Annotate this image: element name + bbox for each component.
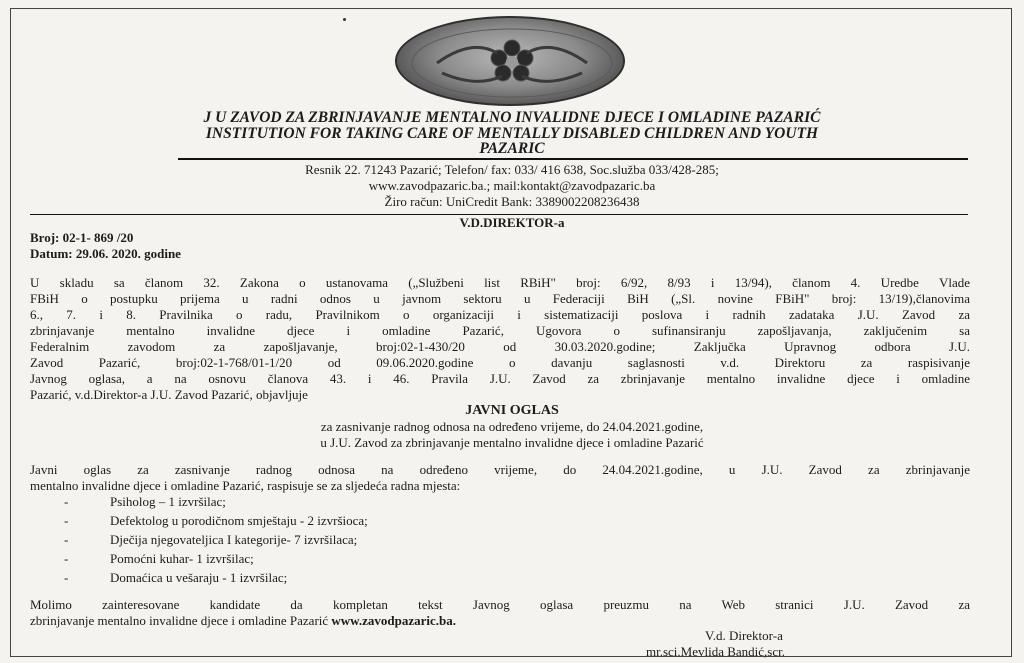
print-speck	[343, 18, 346, 21]
closing-text: zbrinjavanje mentalno invalidne djece i omladine Pazarić	[30, 613, 332, 628]
web-mail-line: www.zavodpazaric.ba.; mail:kontakt@zavodpazaric.ba	[368, 178, 656, 193]
paragraph-line: Javnog oglasa, a na osnovu članova 43. i 46. Pravila J.U. Zavod za zbrinjavanje mentalno invalidne djece i omladine	[30, 371, 970, 386]
signature-name: mr.sci.Mevlida Bandić,scr.	[646, 644, 786, 659]
paragraph-line	[30, 613, 970, 629]
paragraph-line: 6., 7. i 8. Pravilnika o radu, Pravilnikom o organizaciji i sistematizaciji poslova i radnih zadataka J.U. Zavod za	[30, 307, 970, 322]
institution-logo	[395, 16, 625, 106]
paragraph-line: zbrinjavanje mentalno invalidne djece i omladine Pazarić, Ugovora o sufinansiranju zapošljavanja, zaključenim sa	[30, 323, 970, 338]
document-number: Broj: 02-1- 869 /20	[30, 230, 134, 245]
document-date: Datum: 29.06. 2020. godine	[30, 246, 181, 261]
list-bullet: -	[64, 551, 69, 566]
list-bullet: -	[64, 570, 69, 585]
list-item: Pomoćni kuhar- 1 izvršilac;	[110, 551, 254, 566]
list-bullet: -	[64, 532, 69, 547]
legal-basis-paragraph	[30, 275, 970, 403]
paragraph-line: Molimo zainteresovane kandidate da kompletan tekst Javnog oglasa preuzmu na Web stranici J.U. Zavod za	[30, 597, 970, 612]
header-divider	[178, 158, 968, 160]
ad-subtitle-1: za zasnivanje radnog odnosa na određeno vrijeme, do 24.04.2021.godine,	[320, 419, 704, 434]
list-item: Dječija njegovateljica I kategorije- 7 izvršilaca;	[110, 532, 358, 547]
issuer-heading: V.D.DIREKTOR-a	[459, 215, 565, 230]
ad-subtitle-2: u J.U. Zavod za zbrinjavanje mentalno invalidne djece i omladine Pazarić	[320, 435, 704, 450]
list-bullet: -	[64, 513, 69, 528]
ad-title: JAVNI OGLAS	[465, 403, 559, 418]
signature-role: V.d. Direktor-a	[705, 628, 783, 643]
list-bullet: -	[64, 494, 69, 509]
closing-paragraph	[30, 597, 970, 629]
ad-body-paragraph	[30, 462, 970, 494]
institution-city: PAZARIC	[479, 140, 545, 157]
paragraph-line: mentalno invalidne djece i omladine Pazarić, raspisuje se za sljedeća radna mjesta:	[30, 478, 461, 493]
paragraph-line: Pazarić, v.d.Direktor-a J.U. Zavod Pazarić, objavljuje	[30, 387, 308, 402]
list-item: Domaćica u vešaraju - 1 izvršilac;	[110, 570, 288, 585]
paragraph-line: U skladu sa članom 32. Zakona o ustanovama („Službeni list RBiH" broj: 6/92, 8/93 i 13/94), članom 4. Uredbe Vlade	[30, 275, 970, 290]
institution-name-bs: J U ZAVOD ZA ZBRINJAVANJE MENTALNO INVALIDNE DJECE I OMLADINE PAZARIĆ	[203, 109, 821, 126]
list-item: Defektolog u porodičnom smještaju - 2 izvršioca;	[110, 513, 368, 528]
emblem-flower-icon	[397, 18, 627, 108]
paragraph-line: FBiH o postupku prijema u radni odnos u javnom sektoru u Federaciji BiH („Sl. novine FBiH" broj: 13/19),članovima	[30, 291, 970, 306]
list-item: Psiholog – 1 izvršilac;	[110, 494, 226, 509]
website-link[interactable]: www.zavodpazaric.ba.	[331, 613, 456, 628]
bank-account-line: Žiro račun: UniCredit Bank: 3389002208236438	[384, 194, 640, 209]
institution-name-en: INSTITUTION FOR TAKING CARE OF MENTALLY DISABLED CHILDREN AND YOUTH	[205, 125, 819, 142]
address-line: Resnik 22. 71243 Pazarić; Telefon/ fax: 033/ 416 638, Soc.služba 033/428-285;	[305, 162, 719, 177]
paragraph-line: Javni oglas za zasnivanje radnog odnosa na određeno vrijeme, do 24.04.2021.godine, u J.U. Zavod za zbrinjavanje	[30, 462, 970, 477]
paragraph-line: Zavod Pazarić, broj:02-1-768/01-1/20 od 09.06.2020.godine o davanju saglasnosti v.d. Direktoru za raspisivanje	[30, 355, 970, 370]
paragraph-line: Federalnim zavodom za zapošljavanje, broj:02-1-430/20 od 30.03.2020.godine; Zaključka Upravnog odbora J.U.	[30, 339, 970, 354]
